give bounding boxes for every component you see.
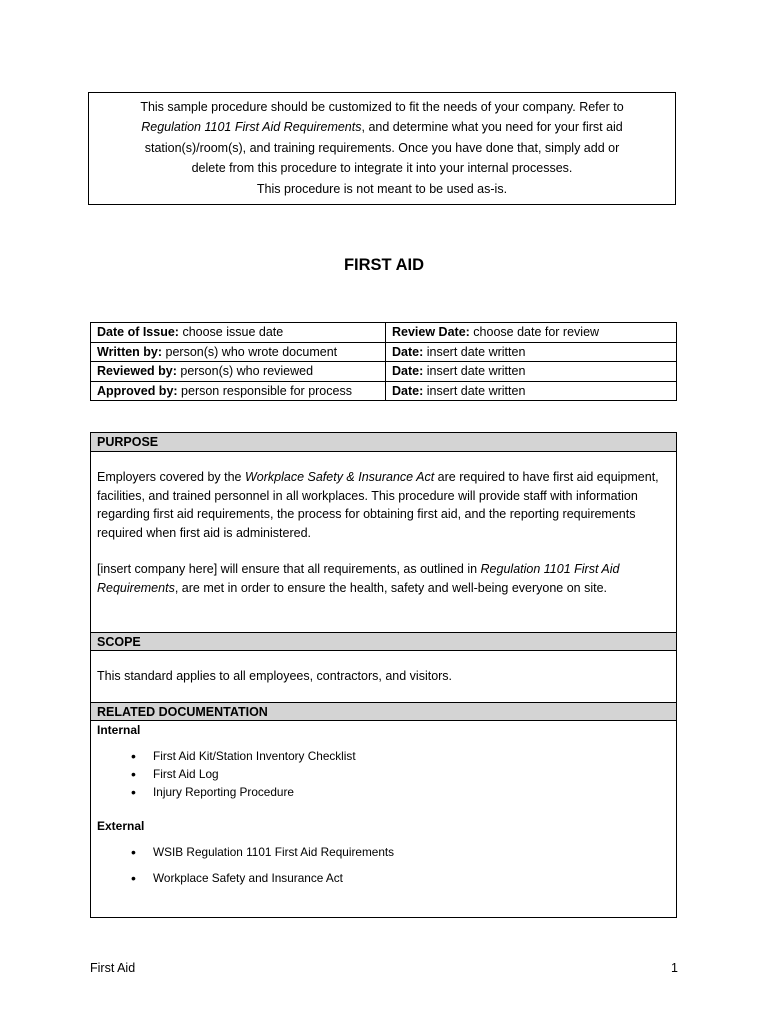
- list-item: • Workplace Safety and Insurance Act: [131, 869, 394, 887]
- notice-line-2: Regulation 1101 First Aid Requirements, and determine what you need for your first aid: [141, 120, 623, 135]
- reviewed-date-cell: Date: insert date written: [386, 362, 677, 382]
- external-doc-list: [131, 843, 394, 887]
- table-row: [91, 362, 677, 382]
- scope-heading: SCOPE: [91, 632, 676, 651]
- scope-text: This standard applies to all employees, contractors, and visitors.: [97, 669, 453, 683]
- notice-line-5: This procedure is not meant to be used as-is.: [256, 181, 508, 196]
- external-label: External: [97, 819, 145, 833]
- notice-line-4: delete from this procedure to integrate it into your internal processes.: [191, 161, 573, 176]
- document-title: FIRST AID: [343, 256, 425, 274]
- list-item: • First Aid Log: [131, 765, 356, 783]
- approved-date-cell: Date: insert date written: [386, 381, 677, 401]
- table-row: [91, 381, 677, 401]
- date-of-issue-cell: Date of Issue: choose issue date: [91, 323, 386, 343]
- purpose-heading: PURPOSE: [91, 433, 676, 452]
- notice-regulation-ref: Regulation 1101 First Aid Requirements: [141, 120, 362, 135]
- list-item: • Injury Reporting Procedure: [131, 783, 356, 801]
- list-item: • WSIB Regulation 1101 First Aid Requirements: [131, 843, 394, 861]
- review-date-cell: Review Date: choose date for review: [386, 323, 677, 343]
- procedure-sections: [90, 432, 677, 918]
- list-item: • First Aid Kit/Station Inventory Checklist: [131, 747, 356, 765]
- internal-label: Internal: [97, 723, 141, 737]
- notice-line-1: This sample procedure should be customized to fit the needs of your company. Refer to: [140, 100, 624, 114]
- approved-by-cell: Approved by: person responsible for process: [91, 381, 386, 401]
- related-documentation-heading: RELATED DOCUMENTATION: [91, 702, 676, 721]
- purpose-paragraph-2: [insert company here] will ensure that all requirements, as outlined in Regulation 1101 First Aid Requirements, are met in order to ensure the health, safety and well-being everyone on site.: [97, 562, 620, 595]
- footer-title: First Aid: [90, 961, 136, 975]
- document-info-table: [90, 322, 677, 401]
- table-row: [91, 342, 677, 362]
- page-number: 1: [671, 961, 678, 975]
- written-date-cell: Date: insert date written: [386, 342, 677, 362]
- purpose-paragraph-1: Employers covered by the Workplace Safety & Insurance Act are required to have first aid equipment, facilities, and trained personnel in all workplaces. This procedure will provide staff with information regarding first aid requirements, the process for obtaining first aid, and the reporting requirements required when first aid is administered.: [97, 470, 659, 540]
- table-row: [91, 323, 677, 343]
- reviewed-by-cell: Reviewed by: person(s) who reviewed: [91, 362, 386, 382]
- written-by-cell: Written by: person(s) who wrote document: [91, 342, 386, 362]
- internal-doc-list: [131, 747, 356, 801]
- customization-notice: [88, 92, 676, 205]
- notice-line-3: station(s)/room(s), and training requirements. Once you have done that, simply add or: [144, 140, 620, 155]
